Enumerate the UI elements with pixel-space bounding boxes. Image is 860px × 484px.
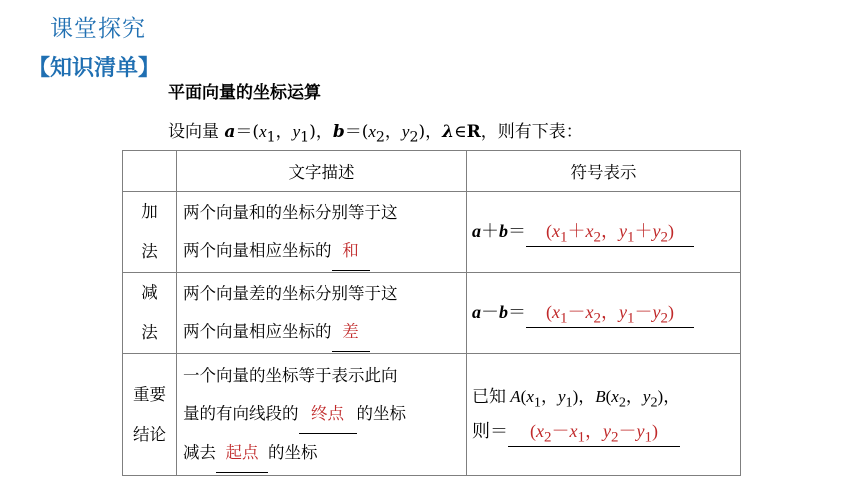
blank-answer: 和 — [332, 232, 370, 271]
row-label-conclusion: 重要 结论 — [123, 354, 177, 476]
notation-cell — [467, 354, 741, 476]
intro-text: 设向量 $a=(x_1$，$y_1$)，$b=(x_2$，$y_2$)，λ∈R，则有下表： — [168, 122, 583, 146]
description-line: 的坐标 — [268, 442, 318, 462]
description-line: 一个向量的坐标等于表示此向 — [183, 365, 398, 385]
topic-subtitle: 平面向量的坐标运算 — [168, 83, 321, 103]
notation-cell — [467, 192, 741, 273]
coordinate-operations-table — [122, 150, 741, 476]
formula-line: 已知 $A(x_1$，$y_1$)，$B(x_2$，$y_2$)， — [472, 386, 681, 410]
table-row — [123, 273, 741, 354]
table-header-row — [123, 151, 741, 192]
row-label-addition: 加 法 — [123, 192, 177, 273]
page-title: 课堂探究 — [50, 16, 146, 42]
header-cell-description: 文字描述 — [177, 151, 467, 192]
blank-answer: ($x_1-x_2$，$y_1-y_2$) — [526, 298, 694, 329]
table-row — [123, 192, 741, 273]
description-line: 的坐标 — [356, 403, 406, 423]
blank-answer: 起点 — [216, 434, 268, 473]
description-line: 两个向量和的坐标分别等于这 — [183, 202, 398, 222]
formula-prefix: 则＝ — [472, 420, 508, 441]
formula-prefix: a＋b＝ — [472, 220, 526, 241]
row-label-subtraction: 减 法 — [123, 273, 177, 354]
description-cell — [177, 273, 467, 354]
notation-cell — [467, 273, 741, 354]
section-tag: 【知识清单】 — [28, 56, 161, 81]
blank-answer: 终点 — [299, 395, 357, 434]
description-line: 量的有向线段的 — [183, 403, 299, 423]
blank-answer: 差 — [332, 313, 370, 352]
blank-answer: ($x_2-x_1$，$y_2-y_1$) — [508, 417, 680, 448]
description-cell — [177, 192, 467, 273]
table-row — [123, 354, 741, 476]
description-line: 两个向量相应坐标的 — [183, 321, 332, 341]
description-line: 减去 — [183, 442, 216, 462]
description-line: 两个向量差的坐标分别等于这 — [183, 283, 398, 303]
formula-prefix: a－b＝ — [472, 301, 526, 322]
header-cell-notation: 符号表示 — [467, 151, 741, 192]
description-cell — [177, 354, 467, 476]
description-line: 两个向量相应坐标的 — [183, 240, 332, 260]
header-cell-empty — [123, 151, 177, 192]
blank-answer: ($x_1+x_2$，$y_1+y_2$) — [526, 217, 694, 248]
